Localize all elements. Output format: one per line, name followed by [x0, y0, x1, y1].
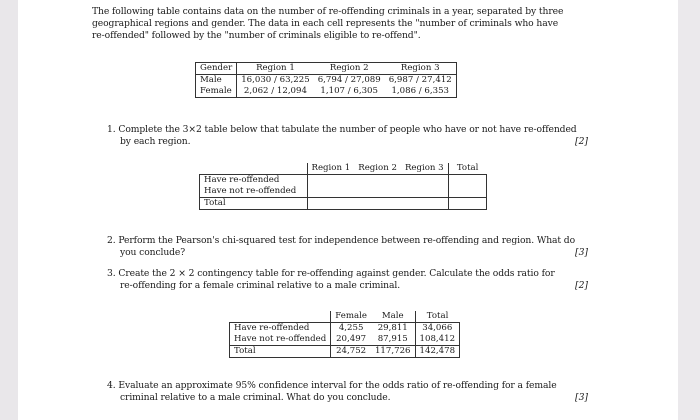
q2-line-1: 2. Perform the Pearson's chi-squared test for independence between re-offending and region. What do: [107, 235, 576, 246]
gender-table-corner: [230, 311, 331, 323]
q1-marks: [2]: [575, 136, 589, 147]
intro-line-2: geographical regions and gender. The data in each cell represents the "number of criminals who have: [92, 18, 559, 29]
gender-have-not-total: 108,412: [415, 334, 460, 346]
region-header-3: Region 3: [401, 163, 448, 175]
gender-row-have-not-label: Have not re-offended: [230, 334, 331, 346]
intro-line-1: The following table contains data on the number of re-offending criminals in a year, separated by three: [92, 6, 564, 17]
gender-have-not-female: 20,497: [336, 334, 367, 344]
offending-data-table: [195, 62, 457, 98]
header-gender: Gender: [196, 63, 237, 75]
q2-line-2: you conclude?: [120, 247, 186, 258]
cell-female-r3: 1,086 / 6,353: [385, 86, 457, 98]
cell-female-r1: 2,062 / 12,094: [243, 86, 307, 96]
row-label-male: Male: [196, 75, 237, 87]
gender-have-not-male: 87,915: [371, 334, 415, 346]
gender-total-male: 117,726: [371, 346, 415, 358]
gender-header-total: Total: [426, 311, 449, 321]
region-header-1: Region 1: [311, 163, 351, 173]
gender-contingency-table: [229, 311, 460, 358]
gender-have-total: 34,066: [415, 323, 460, 335]
q2-marks: [3]: [575, 247, 589, 258]
intro-line-3: re-offended" followed by the "number of criminals eligible to re-offend".: [92, 30, 421, 41]
row-label-female: Female: [196, 86, 237, 98]
region-row-have: Have re-offended: [200, 175, 308, 187]
region-table-corner: [200, 163, 308, 175]
cell-female-r2: 1,107 / 6,305: [320, 86, 378, 96]
gender-have-male: 29,811: [371, 323, 415, 335]
region-row-total: Total: [200, 198, 308, 210]
q4-line-1: 4. Evaluate an approximate 95% confidence interval for the odds ratio of re-offending for a female: [107, 380, 557, 391]
region-row-have-not: Have not re-offended: [200, 186, 308, 198]
gender-have-female: 4,255: [338, 323, 364, 333]
left-margin: [0, 0, 18, 420]
q4-line-2: criminal relative to a male criminal. What do you conclude.: [120, 392, 391, 403]
header-region-3: Region 3: [385, 63, 457, 75]
cell-male-r2: 6,794 / 27,089: [317, 75, 381, 85]
region-table: [199, 163, 487, 210]
cell-male-r3: 6,987 / 27,412: [385, 75, 457, 87]
region-header-total: Total: [456, 163, 479, 173]
q3-line-1: 3. Create the 2 × 2 contingency table for re-offending against gender. Calculate the odds ratio for: [107, 268, 555, 279]
gender-row-total-label: Total: [230, 346, 331, 358]
header-region-1: Region 1: [256, 63, 295, 73]
q4-marks: [3]: [575, 392, 589, 403]
gender-row-have-label: Have re-offended: [230, 323, 331, 335]
right-margin: [678, 0, 700, 420]
gender-total-total: 142,478: [415, 346, 460, 358]
header-region-2: Region 2: [329, 63, 369, 73]
gender-header-male: Male: [371, 311, 415, 323]
q1-line-2: by each region.: [120, 136, 191, 147]
q1-line-1: 1. Complete the 3×2 table below that tabulate the number of people who have or not have re-offended: [107, 124, 577, 135]
cell-male-r1: 16,030 / 63,225: [241, 75, 310, 85]
q3-marks: [2]: [575, 280, 589, 291]
region-header-2: Region 2: [358, 163, 397, 173]
q3-line-2: re-offending for a female criminal relative to a male criminal.: [120, 280, 401, 291]
gender-total-female: 24,752: [336, 346, 367, 356]
gender-header-female: Female: [335, 311, 367, 321]
